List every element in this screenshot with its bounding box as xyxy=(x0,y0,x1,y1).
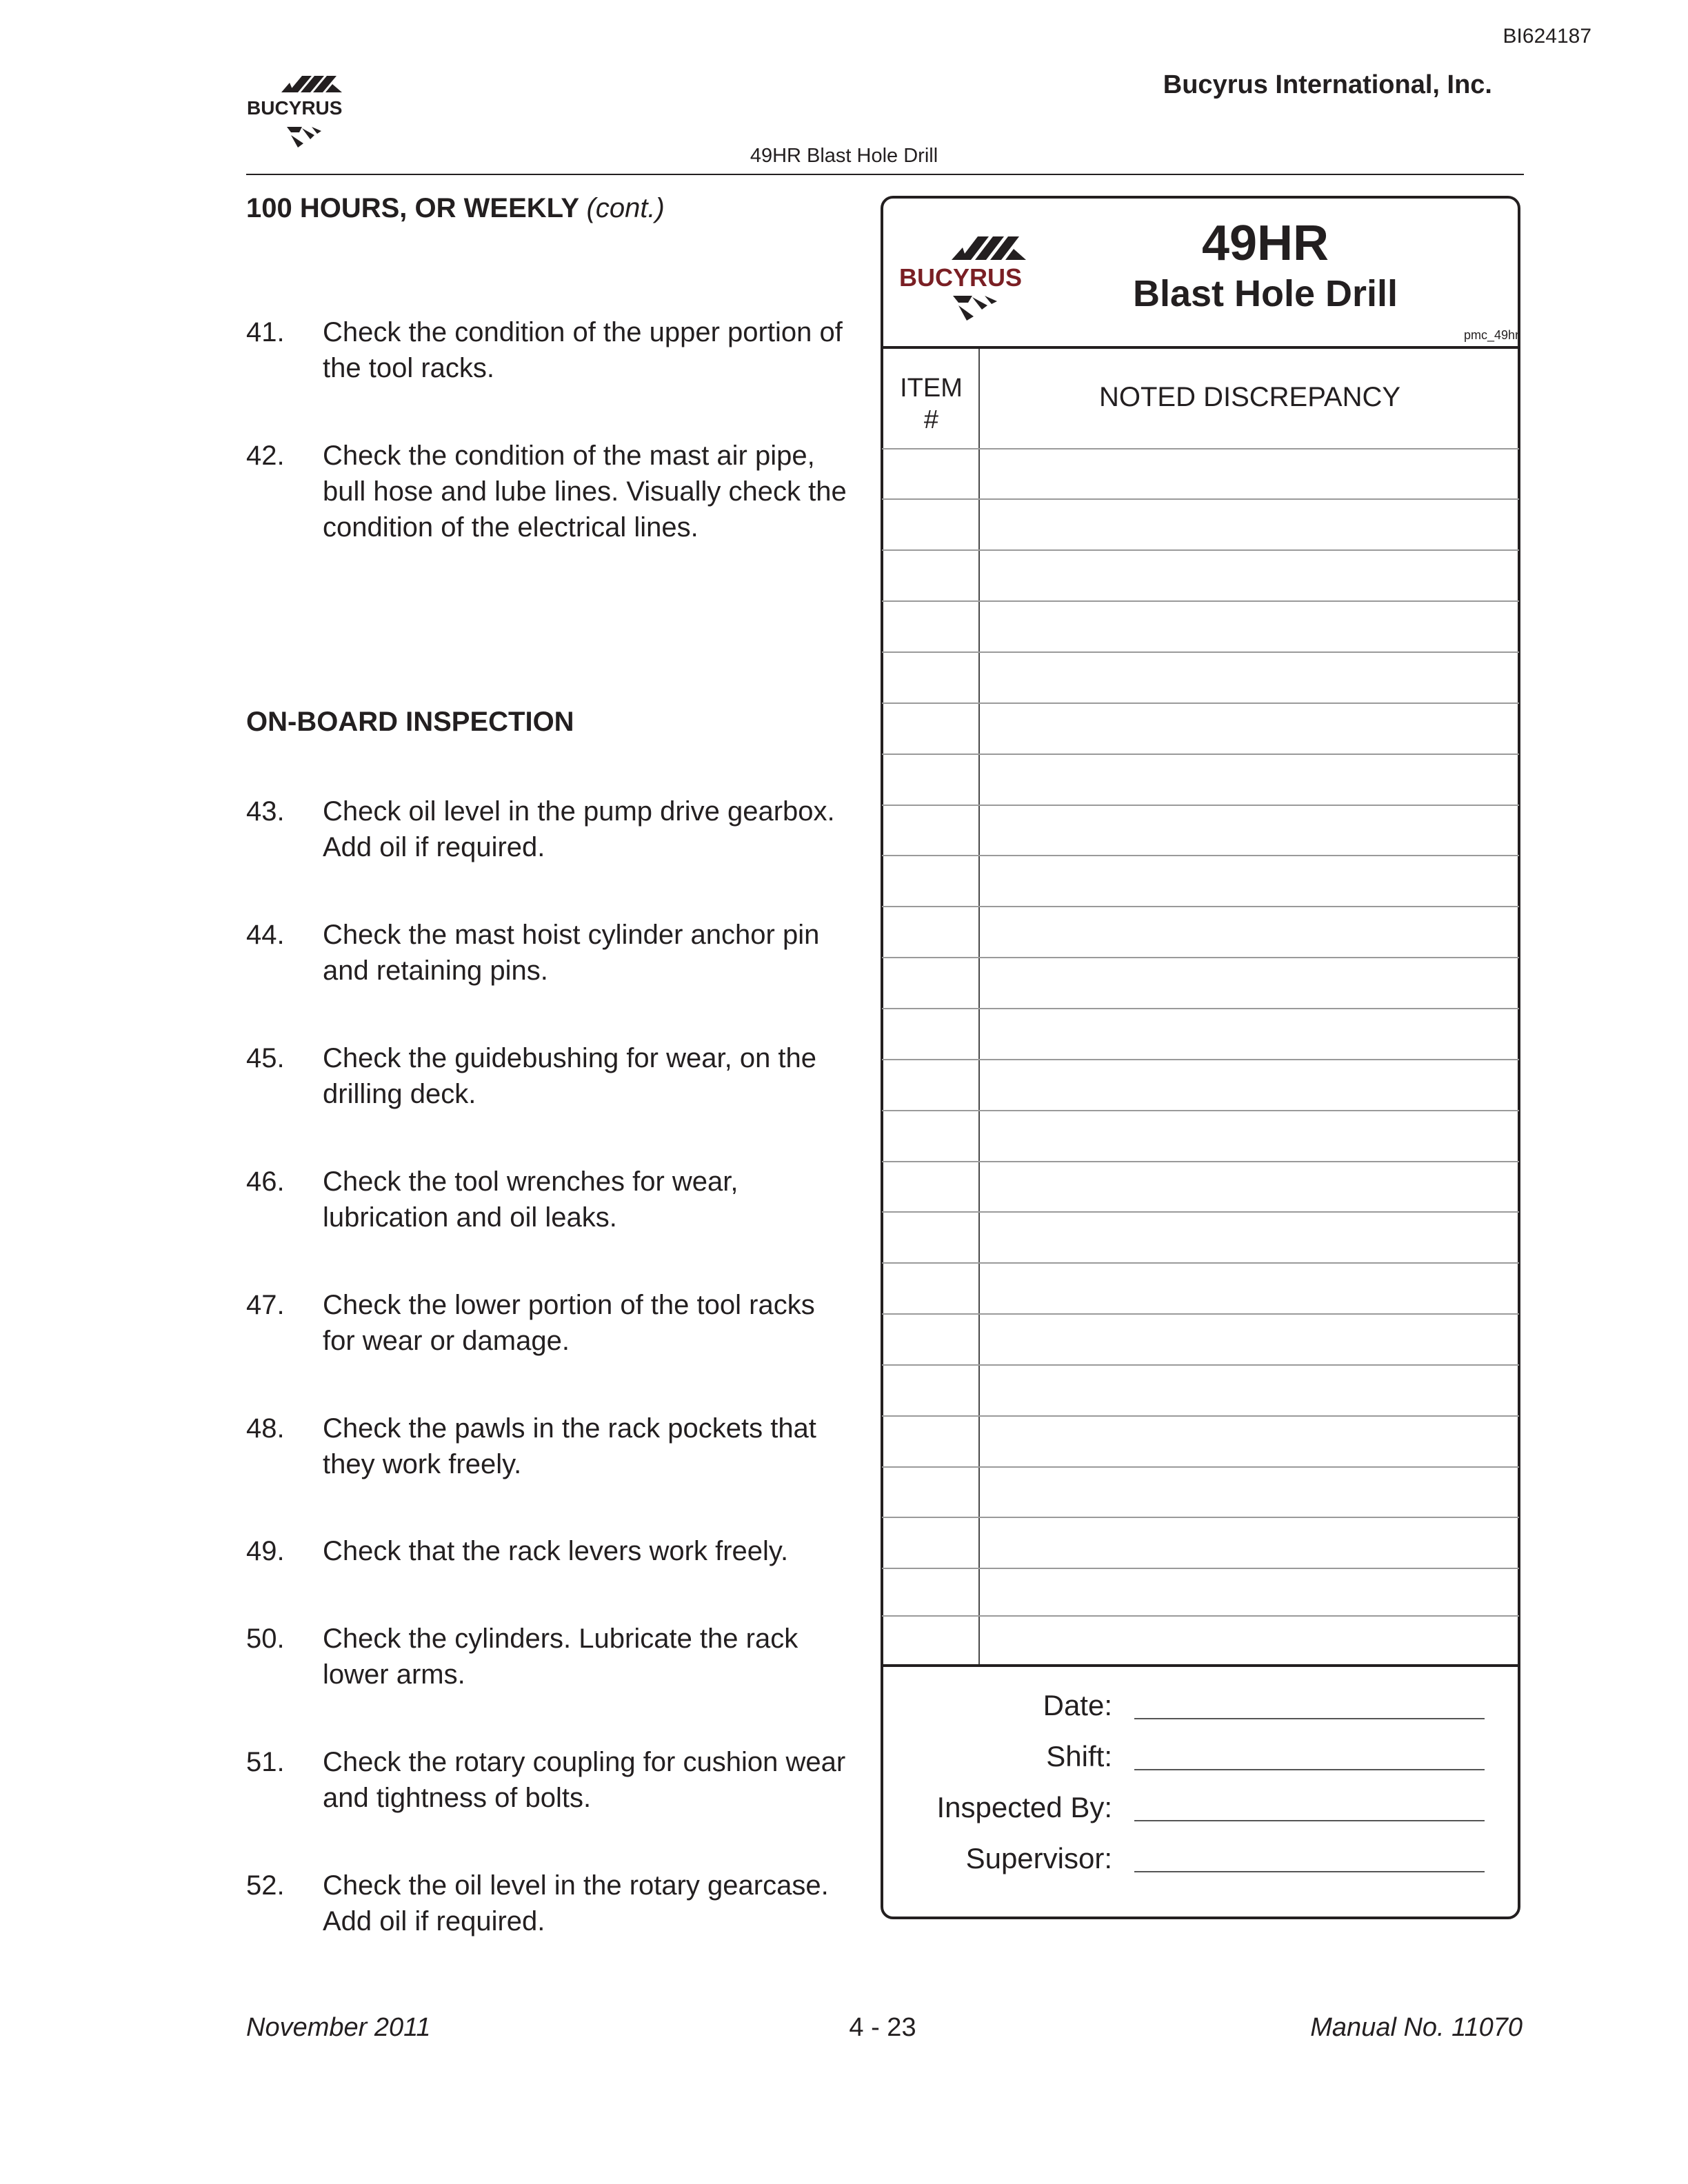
table-row-line xyxy=(882,1466,1519,1468)
column-header-item xyxy=(883,372,979,436)
table-row-line xyxy=(882,1262,1519,1264)
footer-date: November 2011 xyxy=(246,2013,431,2042)
column-header-item-sub: # xyxy=(923,405,939,434)
section-title-weekly xyxy=(246,193,665,224)
table-row-line xyxy=(882,855,1519,856)
table-row-line xyxy=(882,549,1519,551)
item-text: Check oil level in the pump drive gearbox. Add oil if required. xyxy=(323,796,835,862)
item-number: 47. xyxy=(246,1290,285,1320)
document-id: BI624187 xyxy=(1503,25,1591,48)
table-row-line xyxy=(882,1161,1519,1162)
table-bottom-rule xyxy=(882,1664,1519,1667)
item-number: 42. xyxy=(246,441,285,471)
column-divider xyxy=(978,349,980,1666)
section-title-weekly-text: 100 HOURS, OR WEEKLY xyxy=(246,193,579,223)
column-header-discrepancy: NOTED DISCREPANCY xyxy=(1098,382,1401,412)
table-row-line xyxy=(882,1364,1519,1366)
form-bucyrus-logo xyxy=(896,224,1055,321)
form-logo-text: BUCYRUS xyxy=(899,263,1023,292)
inspected-by-label: Inspected By: xyxy=(936,1791,1112,1823)
item-text: Check that the rack levers work freely. xyxy=(323,1536,789,1566)
table-row-line xyxy=(882,1008,1519,1009)
item-number: 43. xyxy=(246,796,285,827)
page-subtitle: 49HR Blast Hole Drill xyxy=(750,145,938,167)
table-row-line xyxy=(882,1211,1519,1213)
form-model: 49HR xyxy=(1201,216,1329,271)
table-row-line xyxy=(882,448,1519,449)
table-row-line xyxy=(882,600,1519,602)
item-text: Check the rotary coupling for cushion wear and tightness of bolts. xyxy=(323,1747,846,1813)
date-field[interactable] xyxy=(1134,1718,1485,1719)
table-row-line xyxy=(882,1110,1519,1111)
company-name: Bucyrus International, Inc. xyxy=(1163,70,1492,99)
table-row-line xyxy=(882,1059,1519,1060)
date-label: Date: xyxy=(1043,1689,1112,1721)
table-row-line xyxy=(882,754,1519,755)
table-row-line xyxy=(882,1313,1519,1315)
table-row-line xyxy=(882,805,1519,806)
item-text: Check the mast hoist cylinder anchor pin and retaining pins. xyxy=(323,920,820,986)
item-number: 51. xyxy=(246,1747,285,1777)
item-text: Check the tool wrenches for wear, lubrication and oil leaks. xyxy=(323,1166,738,1233)
header-rule xyxy=(246,174,1524,175)
table-row-line xyxy=(882,498,1519,500)
table-row-line xyxy=(882,651,1519,653)
item-text: Check the pawls in the rack pockets that they work freely. xyxy=(323,1413,816,1479)
shift-label: Shift: xyxy=(1046,1740,1112,1772)
footer-manual-number: Manual No. 11070 xyxy=(1310,2013,1523,2042)
table-row-line xyxy=(882,1568,1519,1569)
item-number: 48. xyxy=(246,1413,285,1444)
item-text: Check the guidebushing for wear, on the drilling deck. xyxy=(323,1043,817,1109)
item-text: Check the lower portion of the tool racks for wear or damage. xyxy=(323,1290,815,1356)
footer-page-number: 4 - 23 xyxy=(849,2013,916,2042)
item-text: Check the condition of the mast air pipe, bull hose and lube lines. Visually check the condition of the electrical lines. xyxy=(323,441,847,543)
column-header-item-label: ITEM xyxy=(900,374,963,403)
item-number: 52. xyxy=(246,1870,285,1901)
supervisor-label: Supervisor: xyxy=(965,1842,1112,1874)
item-text: Check the cylinders. Lubricate the rack lower arms. xyxy=(323,1624,798,1690)
section-title-weekly-suffix: (cont.) xyxy=(586,193,665,223)
bucyrus-logo xyxy=(245,72,366,154)
item-number: 45. xyxy=(246,1043,285,1073)
item-number: 44. xyxy=(246,920,285,950)
item-text: Check the oil level in the rotary gearcase. Add oil if required. xyxy=(323,1870,829,1937)
inspected-by-field[interactable] xyxy=(1134,1820,1485,1821)
form-title: Blast Hole Drill xyxy=(1132,273,1398,314)
table-row-line xyxy=(882,702,1519,704)
table-row-line xyxy=(882,906,1519,907)
supervisor-field[interactable] xyxy=(1134,1871,1485,1872)
table-row-line xyxy=(882,1517,1519,1518)
table-row-line xyxy=(882,1615,1519,1617)
item-number: 49. xyxy=(246,1536,285,1566)
form-code: pmc_49hr xyxy=(1463,328,1519,342)
item-number: 41. xyxy=(246,317,285,347)
table-row-line xyxy=(882,957,1519,958)
item-text: Check the condition of the upper portion of the tool racks. xyxy=(323,317,843,383)
shift-field[interactable] xyxy=(1134,1769,1485,1770)
section-title-onboard: ON-BOARD INSPECTION xyxy=(246,707,574,737)
logo-text: BUCYRUS xyxy=(247,97,343,119)
item-number: 50. xyxy=(246,1624,285,1654)
item-number: 46. xyxy=(246,1166,285,1197)
table-row-line xyxy=(882,1415,1519,1417)
discrepancy-form xyxy=(881,196,1520,1919)
form-header-rule xyxy=(882,346,1519,349)
